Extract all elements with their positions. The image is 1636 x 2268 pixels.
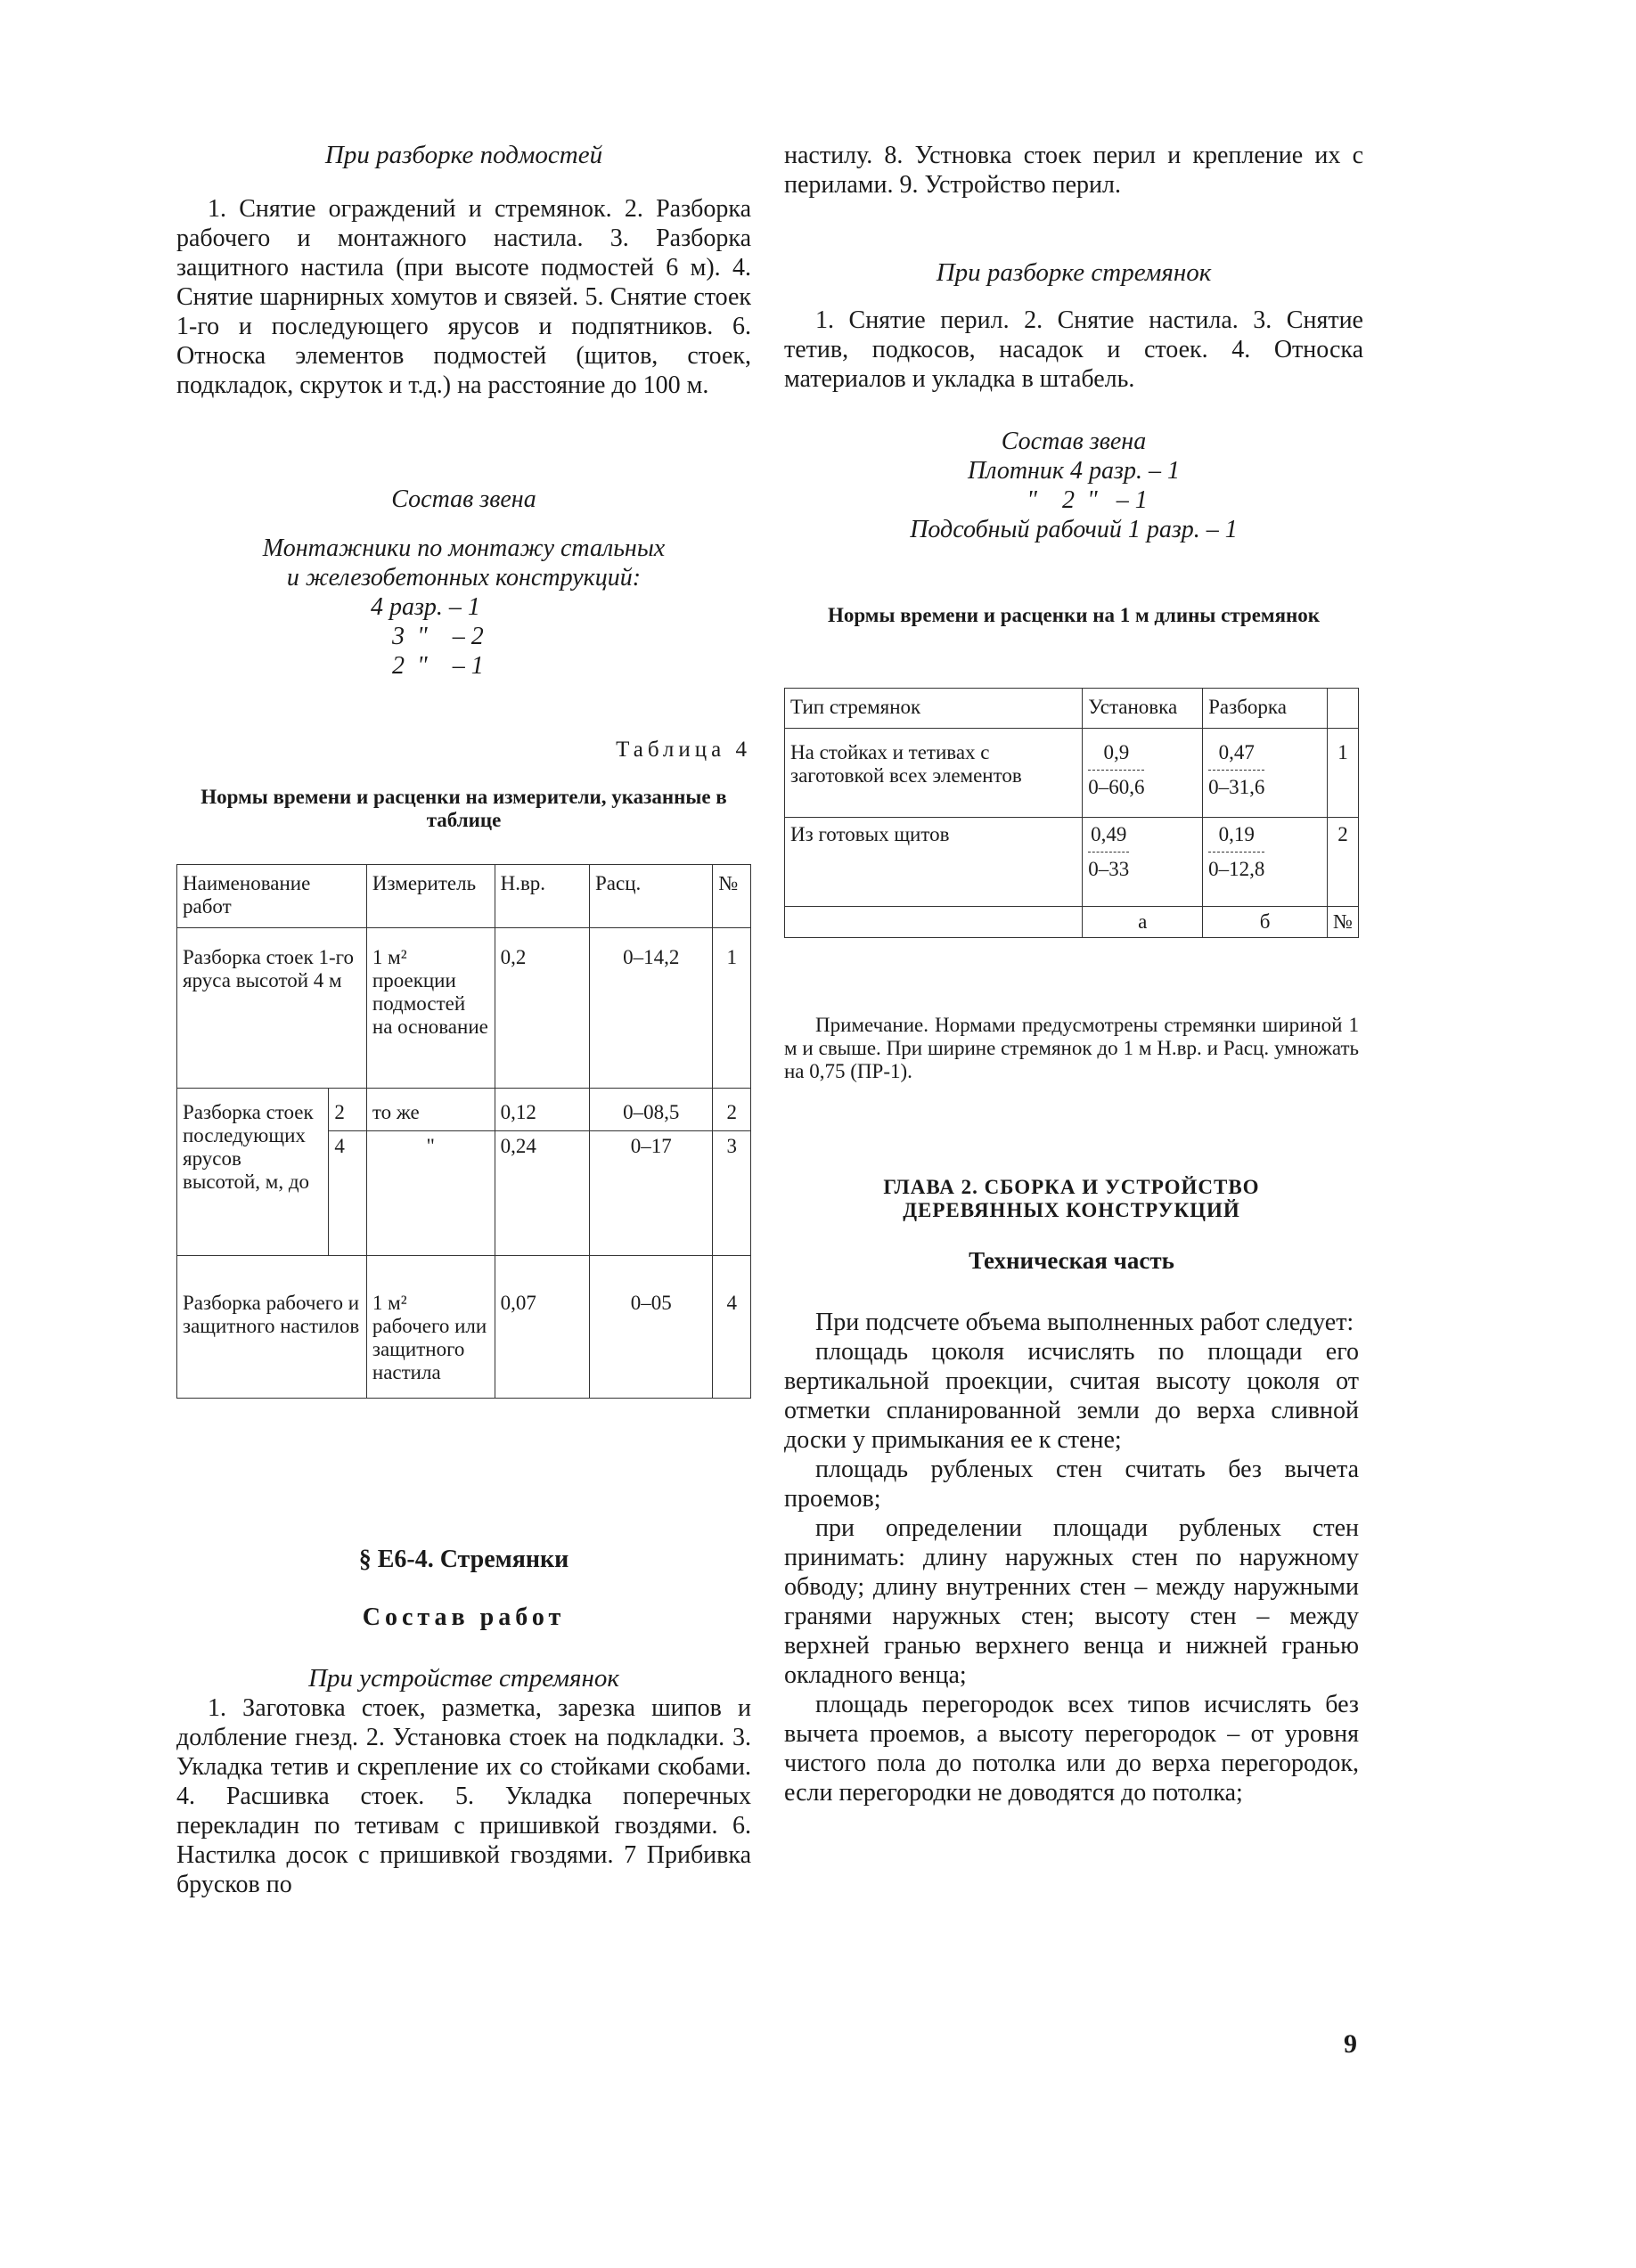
crew-heading: Состав звена [391,485,536,513]
technical-part-title: Техническая часть [969,1247,1174,1274]
cell-price: 0–08,5 [590,1089,713,1131]
cell-unit: 1 м² рабочего или защитного настила [366,1256,495,1399]
table-row [177,1256,751,1399]
cell-unit: то же [366,1089,495,1131]
crew-item: Подсобный рабочий 1 разр. – 1 [910,516,1238,543]
table-row [785,729,1359,818]
table-header-row [177,865,751,928]
paragraph: площадь цоколя исчислять по площади его вертикальной проекции, считая высоту цоколя от отметки спланированной земли до верха сливной доски у примыкания ее к стене; [784,1338,1359,1454]
paragraph: площадь перегородок всех типов исчислять без вычета проемов, а высоту перегородок – от уровня чистого пола до потолка или до верха перегородок, если перегородки не доводятся до потолка; [784,1691,1359,1807]
cell-ladder-type: Из готовых щитов [785,818,1083,907]
footer-cell: а [1083,907,1203,938]
cell-remove [1203,729,1328,818]
table-4 [176,864,751,1399]
table-header-cell: Расц. [590,865,713,928]
cell-remove [1203,818,1328,907]
cell-number: 2 [1327,818,1358,907]
install-price: 0–33 [1088,858,1130,880]
paragraph-disassembly: 1. Снятие ограждений и стремянок. 2. Разборка рабочего и монтажного настила. 3. Разборка защитного настила (при высоте подмостей 6 м). 4. Снятие шарнирных хомутов и связей. 5. Снятие стоек 1-го и последующего ярусов и подпятников. 6. Относка элементов подмостей (щитов, стоек, подкладок, скруток и т.д.) на расстояние до 100 м. [176,195,751,399]
page-number: 9 [1344,2029,1357,2059]
crew-item: " 2 " – 1 [1027,486,1148,514]
paragraph: площадь рубленых стен считать без вычета проемов; [784,1456,1359,1513]
cell-height: 4 [329,1131,367,1256]
paragraph: при определении площади рубленых стен принимать: длину наружных стен по наружному обводу; длину внутренних стен – между наружными гранями наружных стен; высоту стен – между верхней гранью верхнего венца и нижней гранью окладного венца; [784,1514,1359,1689]
table-header-cell: Разборка [1203,689,1328,729]
chapter-title-line-1: ГЛАВА 2. СБОРКА И УСТРОЙСТВО [883,1176,1260,1198]
table-footer-row [785,907,1359,938]
table-4-caption: Нормы времени и расценки на измерители, указанные в таблице [200,786,727,831]
paragraph: При подсчете объема выполненных работ следует: [815,1309,1354,1336]
table-header-cell: Наименование работ [177,865,367,928]
cell-height: 2 [329,1089,367,1131]
table-header-row [785,689,1359,729]
cell-norm: 0,24 [495,1131,589,1256]
install-heading: При устройстве стремянок [308,1664,619,1693]
cell-norm: 0,2 [495,928,589,1089]
technical-text [784,1308,1359,1807]
table-header-cell: Установка [1083,689,1203,729]
footer-cell [785,907,1083,938]
crew-item: 4 разр. – 1 [371,593,480,621]
cell-work-name: Разборка рабочего и защитного настилов [177,1256,367,1399]
cell-number: 1 [713,928,751,1089]
table-row [785,818,1359,907]
cell-number: 2 [713,1089,751,1131]
work-composition-title: Состав работ [362,1603,566,1631]
table-header-cell: Н.вр. [495,865,589,928]
remove-norm: 0,47 [1208,741,1264,771]
table-header-cell [1327,689,1358,729]
ladder-disassembly-heading: При разборке стремянок [936,258,1212,287]
install-norm: 0,9 [1088,741,1144,771]
cell-price: 0–14,2 [590,928,713,1089]
install-price: 0–60,6 [1088,776,1145,798]
crew-line-2: и железобетонных конструкций: [286,564,642,591]
cell-norm: 0,12 [495,1089,589,1131]
heading-disassembly: При разборке подмостей [324,141,603,169]
table-header-cell: Тип стремянок [785,689,1083,729]
cell-price: 0–17 [590,1131,713,1256]
install-paragraph: 1. Заготовка стоек, разметка, зарезка шипов и долбление гнезд. 2. Установка стоек на подкладки. 3. Укладка тетив и скрепление их со стойками скобами. 4. Расшивка стоек. 5. Укладка поперечных перекладин по тетивам с пришивкой гвоздями. 6. Настилка досок с пришивкой гвоздями. 7 Прибивка брусков по [176,1694,751,1898]
table-header-cell: № [713,865,751,928]
remove-norm: 0,19 [1208,823,1264,853]
table-row [177,928,751,1089]
remove-price: 0–31,6 [1208,776,1265,798]
cell-install [1083,729,1203,818]
crew-line-1: Монтажники по монтажу стальных [262,534,666,562]
table-row [177,1089,751,1131]
footer-cell: б [1203,907,1328,938]
crew-heading-right: Состав звена [1001,428,1147,455]
remove-price: 0–12,8 [1208,858,1265,880]
ladder-disassembly-paragraph: 1. Снятие перил. 2. Снятие настила. 3. Снятие тетив, подкосов, насадок и стоек. 4. Относка материалов и укладка в штабель. [784,306,1363,393]
table-header-cell: Измеритель [366,865,495,928]
cell-work-name: Разборка стоек последующих ярусов высотой, м, до [177,1089,329,1256]
cell-number: 3 [713,1131,751,1256]
install-norm: 0,49 [1088,823,1129,853]
cell-norm: 0,07 [495,1256,589,1399]
crew-item: Плотник 4 разр. – 1 [968,457,1180,485]
cell-unit: 1 м² проекции подмостей на основание [366,928,495,1089]
cell-price: 0–05 [590,1256,713,1399]
table-4-label: Таблица 4 [616,738,751,762]
crew-item: 3 " – 2 [392,623,484,650]
cell-number: 4 [713,1256,751,1399]
chapter-title-line-2: ДЕРЕВЯННЫХ КОНСТРУКЦИЙ [903,1199,1240,1221]
footer-cell: № [1327,907,1358,938]
cell-ladder-type: На стойках и тетивах с заготовкой всех элементов [785,729,1083,818]
table-note: Примечание. Нормами предусмотрены стремянки шириной 1 м и свыше. При ширине стремянок до 1 м Н.вр. и Расц. умножать на 0,75 (ПР-1). [784,1014,1359,1082]
continuation-paragraph: настилу. 8. Устновка стоек перил и крепление их с перилами. 9. Устройство перил. [784,142,1363,199]
cell-install [1083,818,1203,907]
section-title: § Е6-4. Стремянки [358,1546,569,1573]
ladder-table [784,688,1359,938]
cell-work-name: Разборка стоек 1-го яруса высотой 4 м [177,928,367,1089]
crew-item: 2 " – 1 [392,652,484,680]
cell-unit: " [366,1131,495,1256]
ladder-table-caption: Нормы времени и расценки на 1 м длины стремянок [827,604,1321,626]
cell-number: 1 [1327,729,1358,818]
